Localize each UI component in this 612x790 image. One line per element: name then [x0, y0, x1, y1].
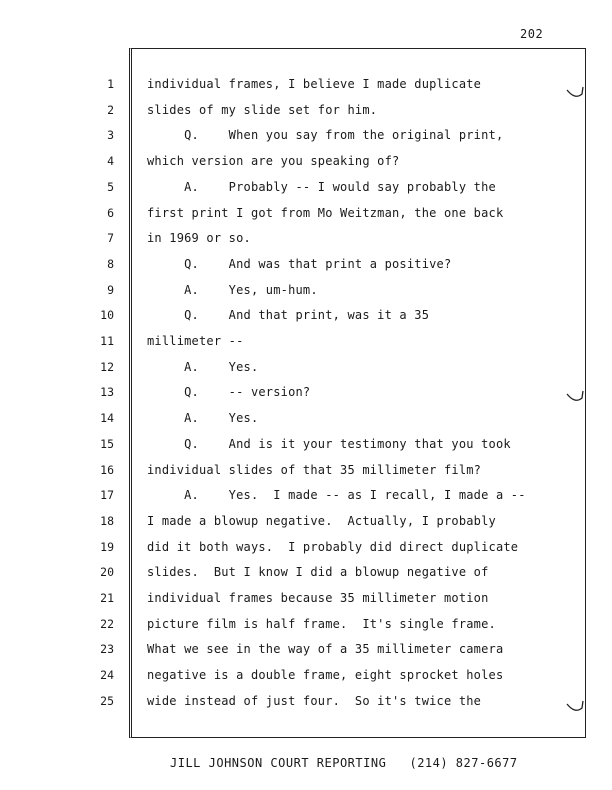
line-number: 13 [100, 385, 114, 399]
line-number: 14 [100, 411, 114, 425]
transcript-line: Q. And that print, was it a 35 [147, 308, 430, 322]
line-number: 8 [107, 257, 114, 271]
transcript-line: slides. But I know I did a blowup negative of [147, 565, 489, 579]
transcript-line: Q. When you say from the original print, [147, 128, 504, 142]
transcript-line: I made a blowup negative. Actually, I probably [147, 514, 496, 528]
line-number: 12 [100, 360, 114, 374]
transcript-line: Q. -- version? [147, 385, 311, 399]
transcript-line: individual frames, I believe I made duplicate [147, 77, 482, 91]
transcript-line: A. Probably -- I would say probably the [147, 180, 496, 194]
line-number: 10 [100, 308, 114, 322]
margin-mark-bottom [566, 700, 584, 714]
transcript-line: millimeter -- [147, 334, 244, 348]
transcript-line: individual frames because 35 millimeter motion [147, 591, 489, 605]
line-number: 23 [100, 642, 114, 656]
line-number: 20 [100, 565, 114, 579]
line-number: 2 [107, 103, 114, 117]
transcript-line: A. Yes. [147, 411, 259, 425]
line-number: 24 [100, 668, 114, 682]
transcript-line: Q. And is it your testimony that you took [147, 437, 511, 451]
line-number: 19 [100, 540, 114, 554]
line-number: 16 [100, 463, 114, 477]
line-number: 22 [100, 617, 114, 631]
line-number: 7 [107, 231, 114, 245]
transcript-line: in 1969 or so. [147, 231, 251, 245]
transcript-line: A. Yes. I made -- as I recall, I made a -- [147, 488, 526, 502]
margin-mark-middle [566, 390, 584, 404]
transcript-line: which version are you speaking of? [147, 154, 400, 168]
footer-reporter: JILL JOHNSON COURT REPORTING (214) 827-6677 [170, 756, 518, 770]
line-number: 25 [100, 694, 114, 708]
line-number: 6 [107, 206, 114, 220]
margin-mark-top [566, 86, 584, 100]
transcript-line: first print I got from Mo Weitzman, the one back [147, 206, 504, 220]
line-number: 5 [107, 180, 114, 194]
line-number: 9 [107, 283, 114, 297]
line-number: 21 [100, 591, 114, 605]
transcript-line: slides of my slide set for him. [147, 103, 378, 117]
page-number: 202 [520, 27, 544, 41]
transcript-line: negative is a double frame, eight sprocket holes [147, 668, 504, 682]
transcript-line: A. Yes. [147, 360, 259, 374]
transcript-line: Q. And was that print a positive? [147, 257, 452, 271]
transcript-line: What we see in the way of a 35 millimeter camera [147, 642, 504, 656]
line-number: 3 [107, 128, 114, 142]
line-number: 1 [107, 77, 114, 91]
line-number: 15 [100, 437, 114, 451]
transcript-line: individual slides of that 35 millimeter film? [147, 463, 482, 477]
line-number: 11 [100, 334, 114, 348]
transcript-line: A. Yes, um-hum. [147, 283, 318, 297]
transcript-line: picture film is half frame. It's single frame. [147, 617, 496, 631]
transcript-line: did it both ways. I probably did direct duplicate [147, 540, 519, 554]
transcript-line: wide instead of just four. So it's twice the [147, 694, 482, 708]
line-number: 18 [100, 514, 114, 528]
line-number: 4 [107, 154, 114, 168]
line-number: 17 [100, 488, 114, 502]
